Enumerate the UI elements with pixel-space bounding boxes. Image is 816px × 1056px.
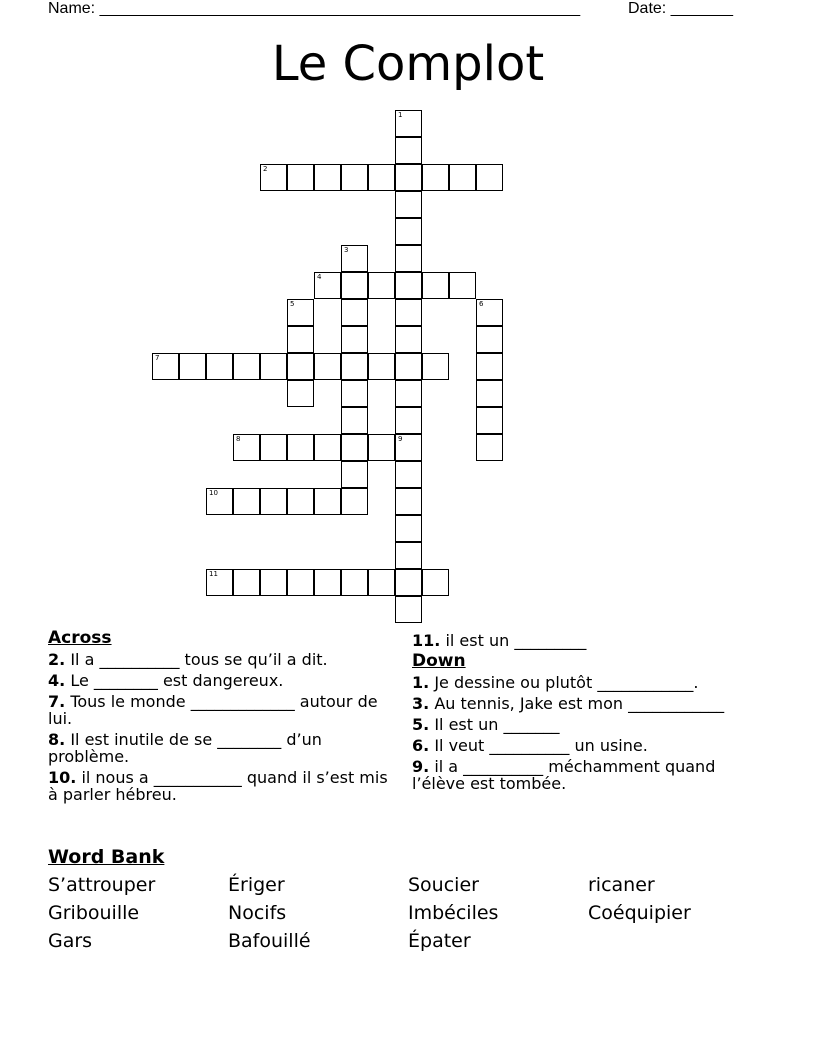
grid-cell: [287, 434, 314, 461]
grid-cell: [314, 569, 341, 596]
grid-cell: [341, 299, 368, 326]
grid-cell: [233, 569, 260, 596]
clue-down-6: 6. Il veut __________ un usine.: [412, 736, 648, 755]
grid-cell: [341, 488, 368, 515]
clue-number: 3: [344, 246, 349, 254]
across-clues: [48, 630, 388, 807]
name-line: Name: ______________________________________________________: [48, 0, 581, 17]
grid-cell: [422, 569, 449, 596]
grid-cell: [341, 326, 368, 353]
grid-cell: [341, 569, 368, 596]
grid-cell: [341, 407, 368, 434]
grid-cell: [395, 245, 422, 272]
clue-across-10: 10. il nous a ___________ quand il s’est mis à parler hébreu.: [48, 768, 388, 804]
across-heading: Across: [48, 628, 112, 648]
word-bank: [48, 874, 768, 952]
grid-cell: [287, 353, 314, 380]
clue-number: 9: [398, 435, 403, 443]
clue-number: 1: [398, 111, 403, 119]
grid-cell: [476, 353, 503, 380]
down-heading: Down: [412, 651, 466, 671]
grid-cell: [449, 272, 476, 299]
clue-number: 2: [263, 165, 268, 173]
grid-cell: [395, 110, 422, 137]
page-title: Le Complot: [271, 36, 545, 92]
grid-cell: [341, 434, 368, 461]
grid-cell: [314, 272, 341, 299]
clue-down-5: 5. Il est un _______: [412, 715, 560, 734]
grid-cell: [314, 488, 341, 515]
grid-cell: [341, 272, 368, 299]
grid-cell: [233, 488, 260, 515]
grid-cell: [260, 353, 287, 380]
word-bank-item: Soucier: [408, 874, 479, 896]
grid-cell: [476, 380, 503, 407]
grid-cell: [476, 434, 503, 461]
grid-cell: [287, 569, 314, 596]
grid-cell: [476, 326, 503, 353]
grid-cell: [395, 353, 422, 380]
grid-cell: [395, 380, 422, 407]
word-bank-item: Gribouille: [48, 902, 140, 924]
grid-cell: [422, 164, 449, 191]
grid-cell: [260, 488, 287, 515]
grid-cell: [476, 407, 503, 434]
grid-cell: [341, 461, 368, 488]
clue-number: 5: [290, 300, 295, 308]
clue-number: 8: [236, 435, 241, 443]
clue-across-2: 2. Il a __________ tous se qu’il a dit.: [48, 650, 328, 669]
clue-across-7: 7. Tous le monde _____________ autour de lui.: [48, 692, 378, 728]
clue-number: 4: [317, 273, 322, 281]
grid-cell: [314, 434, 341, 461]
grid-cell: [395, 542, 422, 569]
grid-cell: [395, 434, 422, 461]
clue-down-9: 9. il a __________ méchamment quand l’élève est tombée.: [412, 757, 716, 793]
word-bank-item: Ériger: [228, 874, 285, 896]
grid-cell: [341, 245, 368, 272]
grid-cell: [341, 353, 368, 380]
grid-cell: [287, 326, 314, 353]
grid-cell: [314, 164, 341, 191]
grid-cell: [206, 569, 233, 596]
clue-number: 11: [209, 570, 218, 578]
word-bank-item: Coéquipier: [588, 902, 691, 924]
grid-cell: [395, 515, 422, 542]
clue-across-11: 11. il est un _________: [412, 631, 587, 650]
grid-cell: [179, 353, 206, 380]
grid-cell: [395, 191, 422, 218]
grid-cell: [395, 569, 422, 596]
grid-cell: [260, 434, 287, 461]
word-bank-item: Bafouillé: [228, 930, 311, 952]
clue-down-3: 3. Au tennis, Jake est mon ____________: [412, 694, 725, 713]
grid-cell: [449, 164, 476, 191]
grid-cell: [476, 299, 503, 326]
grid-cell: [395, 137, 422, 164]
grid-cell: [341, 164, 368, 191]
word-bank-item: Imbéciles: [408, 902, 499, 924]
grid-cell: [287, 488, 314, 515]
grid-cell: [395, 596, 422, 623]
date-line: Date: _______: [628, 0, 733, 17]
word-bank-title: Word Bank: [48, 846, 165, 868]
grid-cell: [206, 353, 233, 380]
grid-cell: [233, 434, 260, 461]
clue-number: 7: [155, 354, 160, 362]
word-bank-item: ricaner: [588, 874, 655, 896]
grid-cell: [422, 353, 449, 380]
grid-cell: [395, 326, 422, 353]
grid-cell: [287, 299, 314, 326]
grid-cell: [368, 353, 395, 380]
word-bank-item: Nocifs: [228, 902, 287, 924]
grid-cell: [368, 569, 395, 596]
clue-across-8: 8. Il est inutile de se ________ d’un problème.: [48, 730, 322, 766]
grid-cell: [368, 434, 395, 461]
clue-number: 6: [479, 300, 484, 308]
word-bank-item: Épater: [408, 930, 471, 952]
grid-cell: [395, 461, 422, 488]
grid-cell: [368, 164, 395, 191]
grid-cell: [314, 353, 341, 380]
word-bank-item: S’attrouper: [48, 874, 156, 896]
word-bank-item: Gars: [48, 930, 93, 952]
grid-cell: [287, 164, 314, 191]
grid-cell: [341, 380, 368, 407]
grid-cell: [422, 272, 449, 299]
grid-cell: [206, 488, 233, 515]
down-clues: [412, 632, 752, 796]
grid-cell: [395, 218, 422, 245]
grid-cell: [476, 164, 503, 191]
clue-number: 10: [209, 489, 218, 497]
grid-cell: [368, 272, 395, 299]
grid-cell: [152, 353, 179, 380]
grid-cell: [287, 380, 314, 407]
grid-cell: [260, 164, 287, 191]
grid-cell: [260, 569, 287, 596]
grid-cell: [395, 299, 422, 326]
grid-cell: [395, 407, 422, 434]
grid-cell: [233, 353, 260, 380]
grid-cell: [395, 164, 422, 191]
clue-across-4: 4. Le ________ est dangereux.: [48, 671, 284, 690]
clue-down-1: 1. Je dessine ou plutôt ____________.: [412, 673, 699, 692]
grid-cell: [395, 272, 422, 299]
grid-cell: [395, 488, 422, 515]
